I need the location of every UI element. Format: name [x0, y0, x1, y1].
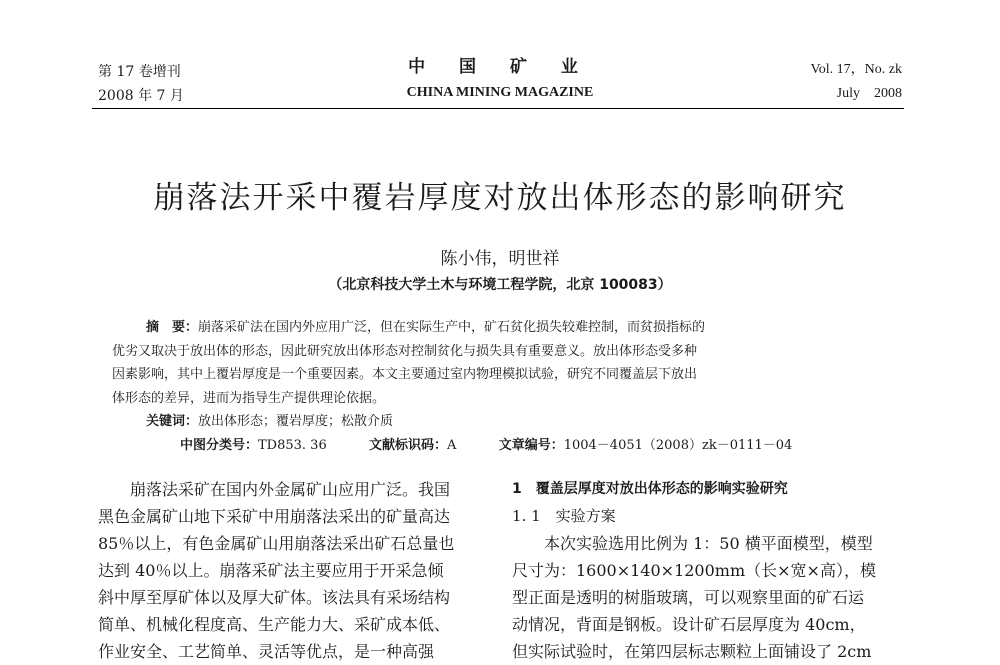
body-line: 动情况，背面是钢板。设计矿石层厚度为 40cm，: [512, 615, 866, 634]
paper-authors: 陈小伟，明世祥: [440, 249, 560, 269]
body-line: 作业安全、工艺简单、灵活等优点，是一种高强: [98, 642, 435, 661]
body-line: 尺寸为：1600×140×1200mm（长×宽×高），模: [512, 561, 876, 580]
body-line: 但实际试验时，在第四层标志颗粒上面铺设了 2cm: [512, 642, 872, 661]
body-line: 85％以上，有色金属矿山用崩落法采出矿石总量也: [98, 534, 455, 553]
paper-affiliation: （北京科技大学土木与环境工程学院，北京 100083）: [328, 277, 672, 293]
journal-masthead: [300, 56, 700, 104]
header-right: [810, 58, 902, 106]
journal-title-en: CHINA MINING MAGAZINE: [406, 85, 594, 100]
article-number-value: 1004－4051（2008）zk－0111－04: [563, 438, 793, 453]
body-line: 本次实验选用比例为 1：50 横平面模型，模型: [512, 534, 873, 553]
classification-line: [180, 434, 792, 453]
header-rule: [92, 108, 904, 109]
abstract-line: 优劣又取决于放出体的形态，因此研究放出体形态对控制贫化与损失具有重要意义。放出体形态受多种: [112, 343, 698, 359]
subsection-heading: 1. 1 实验方案: [512, 507, 616, 525]
volume-label: 第 17 卷增刊: [98, 64, 181, 80]
journal-title-cn: 中 国 矿 业: [408, 57, 592, 77]
body-line: 型正面是透明的树脂玻璃，可以观察里面的矿石运: [512, 588, 865, 607]
abstract-label: 摘 要：: [146, 320, 199, 335]
abstract: [112, 316, 846, 434]
section-heading: 1 覆盖层厚度对放出体形态的影响实验研究: [512, 481, 788, 497]
abstract-line: 因素影响，其中上覆岩厚度是一个重要因素。本文主要通过室内物理模拟试验，研究不同覆盖层下放出: [112, 367, 698, 382]
doc-code-value: A: [447, 438, 457, 453]
abstract-line: [146, 316, 846, 340]
issue-date-en: July 2008: [836, 86, 902, 101]
clc-value: TD853. 36: [258, 438, 327, 453]
body-line: 斜中厚至厚矿体以及厚大矿体。该法具有采场结构: [98, 588, 451, 607]
body-line: 简单、机械化程度高、生产能力大、采矿成本低、: [98, 615, 451, 634]
clc-label: 中图分类号：: [180, 438, 259, 453]
body-line: 崩落法采矿在国内外金属矿山应用广泛。我国: [98, 480, 451, 499]
paper-title: 崩落法开采中覆岩厚度对放出体形态的影响研究: [153, 180, 847, 216]
keywords-label: 关键词：: [146, 414, 199, 429]
keywords-value: 放出体形态；覆岩厚度；松散介质: [198, 414, 394, 429]
keywords: [146, 410, 846, 434]
issue-date: 2008 年 7 月: [98, 88, 184, 104]
doc-code-label: 文献标识码：: [369, 438, 448, 453]
abstract-line: 体形态的差异，进而为指导生产提供理论依据。: [112, 390, 386, 406]
abstract-text: 崩落采矿法在国内外应用广泛，但在实际生产中，矿石贫化损失较难控制，而贫损指标的: [198, 320, 706, 335]
body-line: 黑色金属矿山地下采矿中用崩落法采出的矿量高达: [98, 507, 451, 526]
body-line: 达到 40％以上。崩落采矿法主要应用于开采急倾: [98, 561, 444, 580]
body-column-left: [98, 476, 478, 665]
body-column-right: [512, 476, 904, 665]
volume-label-en: Vol. 17，No. zk: [810, 62, 902, 77]
header-left: [98, 60, 184, 108]
article-number-label: 文章编号：: [498, 438, 564, 453]
